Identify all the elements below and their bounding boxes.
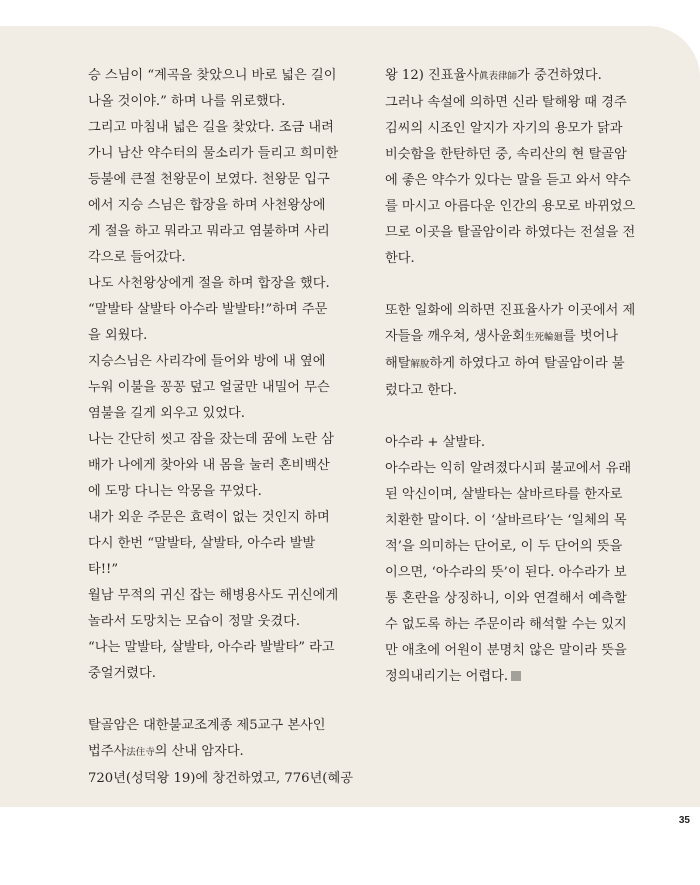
paragraph-gap (385, 404, 648, 430)
text-line: 을 외웠다. (88, 328, 148, 343)
text-line: 중얼거렸다. (88, 666, 156, 681)
text-line: 렀다고 한다. (385, 383, 458, 398)
text-line: 이으면, ‘아수라의 뜻’이 된다. 아수라가 보 (385, 565, 627, 580)
text-line: 가니 남산 약수터의 물소리가 들리고 희미한 (88, 146, 339, 161)
text-line: 수 없도록 하는 주문이라 해석할 수는 있지 (385, 617, 627, 632)
text-line: 다시 한번 “말발타, 살발타, 아수라 발발 (88, 536, 316, 551)
text-line: 해탈解脫하게 하였다고 하여 탈골암이라 불 (385, 356, 625, 371)
paragraph-gap (385, 272, 648, 298)
text-line: 지승스님은 사리각에 들어와 방에 내 옆에 (88, 354, 326, 369)
text-line: 월남 무적의 귀신 잡는 해병용사도 귀신에게 (88, 588, 339, 603)
text-line: 아수라는 익히 알려졌다시피 불교에서 유래 (385, 461, 632, 476)
text-line: 적’을 의미하는 단어로, 이 두 단어의 뜻을 (385, 539, 623, 554)
text-line: 탈골암은 대한불교조계종 제5교구 본사인 (88, 718, 326, 733)
text-line: 한다. (385, 251, 415, 266)
text-line: 에 좋은 약수가 있다는 말을 듣고 와서 약수 (385, 173, 631, 188)
text-line: 게 절을 하고 뭐라고 뭐라고 염불하며 사리 (88, 224, 330, 239)
text-line: 나는 간단히 씻고 잠을 잤는데 꿈에 노란 삼 (88, 432, 334, 447)
text-line: 므로 이곳을 탈골암이라 하였다는 전설을 전 (385, 225, 636, 240)
text-line: 누워 이불을 꽁꽁 덮고 얼굴만 내밀어 무슨 (88, 380, 330, 395)
text-line: 김씨의 시조인 알지가 자기의 용모가 닭과 (385, 121, 623, 136)
right-column (385, 63, 648, 690)
text-line: 자들을 깨우쳐, 생사윤회生死輪廻를 벗어나 (385, 329, 619, 344)
text-line: 통 혼란을 상징하니, 이와 연결해서 예측할 (385, 591, 627, 606)
text-line: 만 애초에 어원이 분명치 않은 말이라 뜻을 (385, 643, 627, 658)
text-line: 된 악신이며, 살발타는 살바르타를 한자로 (385, 487, 623, 502)
text-line: 또한 일화에 의하면 진표율사가 이곳에서 제 (385, 303, 636, 318)
text-line: 에서 지승 스님은 합장을 하며 사천왕상에 (88, 198, 326, 213)
text-line: 그리고 마침내 넓은 길을 찾았다. 조금 내려 (88, 120, 334, 135)
text-line: 승 스님이 “계곡을 찾았으니 바로 넓은 길이 (88, 68, 337, 83)
text-line: 등불에 큰절 천왕문이 보였다. 천왕문 입구 (88, 172, 330, 187)
text-line: 나올 것이야.” 하며 나를 위로했다. (88, 94, 286, 109)
text-line: “나는 말발타, 살발타, 아수라 발발타” 라고 (88, 640, 335, 655)
text-line: 염불을 길게 외우고 있었다. (88, 406, 245, 421)
text-line: “말발타 살발타 아수라 발발타!”하며 주문 (88, 302, 328, 317)
left-column (88, 63, 354, 792)
text-line: 내가 외운 주문은 효력이 없는 것인지 하며 (88, 510, 330, 525)
page-number: 35 (678, 815, 690, 826)
text-line: 비슷함을 한탄하던 중, 속리산의 현 탈골암 (385, 147, 627, 162)
text-line: 그러나 속설에 의하면 신라 탈해왕 때 경주 (385, 95, 627, 110)
paragraph-gap (88, 687, 354, 713)
text-line: 각으로 들어갔다. (88, 250, 186, 265)
text-line: 타!!” (88, 562, 119, 577)
text-line: 치환한 말이다. 이 ‘살바르타’는 ‘일체의 목 (385, 513, 627, 528)
text-line: 놀라서 도망치는 모습이 정말 웃겼다. (88, 614, 301, 629)
text-line: 에 도망 다니는 악몽을 꾸었다. (88, 484, 262, 499)
text-line: 720년(성덕왕 19)에 창건하였고, 776년(혜공 (88, 771, 353, 786)
text-line: 를 마시고 아름다운 인간의 용모로 바뀌었으 (385, 199, 636, 214)
text-line: 나도 사천왕상에게 절을 하며 합장을 했다. (88, 276, 330, 291)
text-line: 배가 나에게 찾아와 내 몸을 눌러 혼비백산 (88, 458, 330, 473)
text-line: 아수라 + 살발타. (385, 435, 486, 450)
text-line: 왕 12) 진표율사眞表律師가 중건하였다. (385, 68, 602, 83)
end-of-article-mark-icon (511, 671, 521, 681)
text-line: 정의내리기는 어렵다. (385, 664, 648, 690)
text-line: 법주사法住寺의 산내 암자다. (88, 744, 244, 759)
